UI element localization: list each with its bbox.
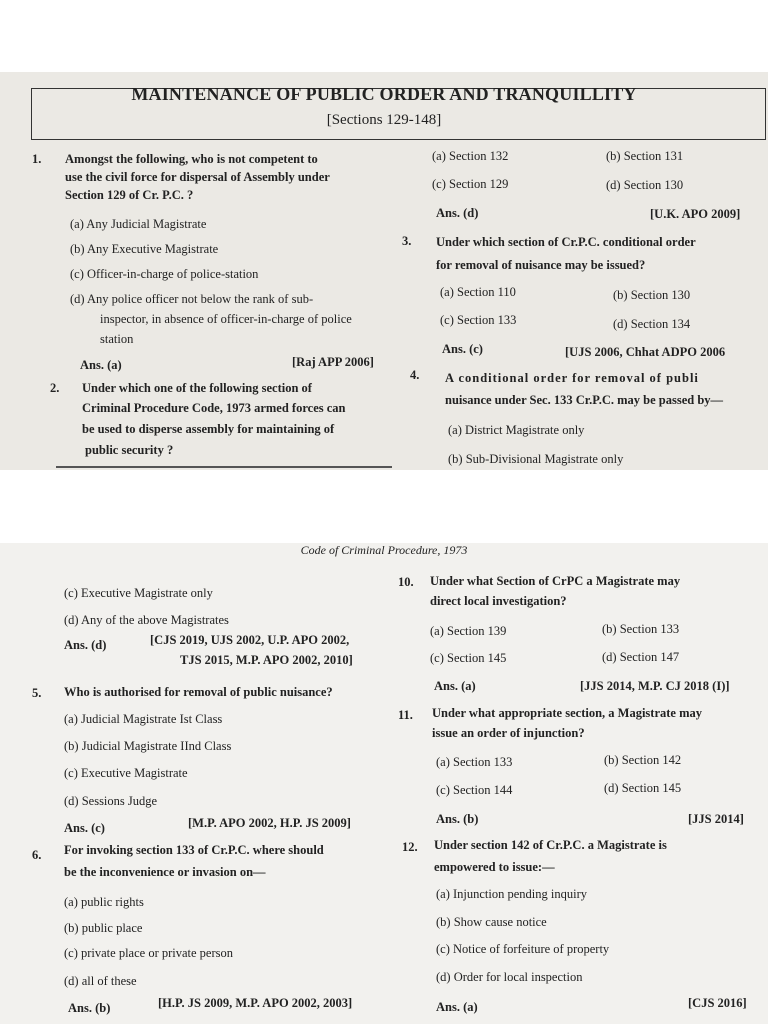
answer: Ans. (b) <box>68 1001 111 1015</box>
option-b: (b) Section 131 <box>606 149 684 163</box>
option-b: (b) Show cause notice <box>436 915 547 929</box>
option-d: (d) Section 145 <box>604 781 682 795</box>
question-number: 11. <box>398 708 413 722</box>
option-a: (a) Section 132 <box>432 149 509 163</box>
answer-source: [UJS 2006, Chhat ADPO 2006 <box>565 345 726 359</box>
answer-source: [H.P. JS 2009, M.P. APO 2002, 2003] <box>158 996 353 1010</box>
answer-source: [JJS 2014] <box>688 812 744 826</box>
question-text: Amongst the following, who is not competent to <box>65 152 318 166</box>
option-d: (d) Section 134 <box>613 317 691 331</box>
question-text: use the civil force for dispersal of Assembly under <box>65 170 330 184</box>
option-b: (b) Section 133 <box>602 622 680 636</box>
answer-source: [CJS 2019, UJS 2002, U.P. APO 2002, <box>150 633 350 647</box>
answer-source: [JJS 2014, M.P. CJ 2018 (I)] <box>580 679 730 693</box>
answer: Ans. (d) <box>436 206 479 220</box>
option-a: (a) Judicial Magistrate Ist Class <box>64 712 223 726</box>
option-c: (c) Notice of forfeiture of property <box>436 942 610 956</box>
option-d: inspector, in absence of officer-in-charge of police <box>100 312 352 326</box>
question-number: 6. <box>32 848 42 862</box>
question-text: Section 129 of Cr. P.C. ? <box>65 188 194 202</box>
chapter-title: MAINTENANCE OF PUBLIC ORDER AND TRANQUILLITY <box>131 84 637 104</box>
question-text: Criminal Procedure Code, 1973 armed forces can <box>82 401 346 415</box>
answer-source: TJS 2015, M.P. APO 2002, 2010] <box>180 653 353 667</box>
option-d: (d) Any of the above Magistrates <box>64 613 229 627</box>
option-c: (c) Executive Magistrate <box>64 766 188 780</box>
question-text: Under which section of Cr.P.C. conditional order <box>436 235 696 249</box>
option-b: (b) Section 142 <box>604 753 682 767</box>
answer: Ans. (a) <box>436 1000 478 1014</box>
option-b: (b) Any Executive Magistrate <box>70 242 219 256</box>
question-text: Who is authorised for removal of public nuisance? <box>64 685 333 699</box>
option-a: (a) Any Judicial Magistrate <box>70 217 207 231</box>
question-text: for removal of nuisance may be issued? <box>436 258 646 272</box>
question-number: 12. <box>402 840 418 854</box>
question-number: 3. <box>402 234 412 248</box>
option-c: (c) Officer-in-charge of police-station <box>70 267 259 281</box>
answer: Ans. (a) <box>434 679 476 693</box>
option-a: (a) Section 133 <box>436 755 513 769</box>
option-b: (b) Judicial Magistrate IInd Class <box>64 739 232 753</box>
answer: Ans. (a) <box>80 358 122 372</box>
option-a: (a) public rights <box>64 895 144 909</box>
answer: Ans. (b) <box>436 812 479 826</box>
option-c: (c) Section 144 <box>436 783 513 797</box>
option-d: (d) Section 130 <box>606 178 684 192</box>
option-b: (b) Section 130 <box>613 288 691 302</box>
question-text: Under section 142 of Cr.P.C. a Magistrate is <box>434 838 667 852</box>
option-c: (c) Executive Magistrate only <box>64 586 213 600</box>
answer-source: [M.P. APO 2002, H.P. JS 2009] <box>188 816 351 830</box>
question-number: 5. <box>32 686 42 700</box>
option-c: (c) Section 145 <box>430 651 507 665</box>
option-a: (a) Section 139 <box>430 624 507 638</box>
option-a: (a) Section 110 <box>440 285 516 299</box>
option-b: (b) Sub-Divisional Magistrate only <box>448 452 624 466</box>
running-head: Code of Criminal Procedure, 1973 <box>300 543 468 557</box>
question-number: 4. <box>410 368 420 382</box>
column-rule <box>56 466 392 468</box>
option-a: (a) District Magistrate only <box>448 423 585 437</box>
question-text: Under what appropriate section, a Magistrate may <box>432 706 702 720</box>
option-b: (b) public place <box>64 921 143 935</box>
question-text: Under what Section of CrPC a Magistrate may <box>430 574 681 588</box>
question-text: Under which one of the following section of <box>82 381 312 395</box>
question-text: empowered to issue:— <box>434 860 555 874</box>
question-number: 2. <box>50 381 60 395</box>
answer-source: [CJS 2016] <box>688 996 747 1010</box>
answer: Ans. (c) <box>442 342 483 356</box>
option-a: (a) Injunction pending inquiry <box>436 887 588 901</box>
question-number: 10. <box>398 575 414 589</box>
answer-source: [U.K. APO 2009] <box>650 207 741 221</box>
option-c: (c) private place or private person <box>64 946 234 960</box>
option-c: (c) Section 129 <box>432 177 509 191</box>
question-number: 1. <box>32 152 42 166</box>
question-text: nuisance under Sec. 133 Cr.P.C. may be passed by— <box>445 393 724 407</box>
chapter-sections: [Sections 129-148] <box>326 112 442 128</box>
option-d: (d) Section 147 <box>602 650 680 664</box>
question-text: A conditional order for removal of publi <box>445 371 699 385</box>
question-text: For invoking section 133 of Cr.P.C. where should <box>64 843 324 857</box>
question-text: issue an order of injunction? <box>432 726 585 740</box>
option-d: station <box>100 332 134 346</box>
question-text: be the inconvenience or invasion on— <box>64 865 266 879</box>
option-d: (d) Any police officer not below the rank of sub- <box>70 292 314 306</box>
question-text: be used to disperse assembly for maintaining of <box>82 422 335 436</box>
answer: Ans. (c) <box>64 821 105 835</box>
question-text: direct local investigation? <box>430 594 567 608</box>
answer: Ans. (d) <box>64 638 107 652</box>
option-d: (d) Order for local inspection <box>436 970 583 984</box>
question-text: public security ? <box>85 443 174 457</box>
answer-source: [Raj APP 2006] <box>292 355 374 369</box>
option-c: (c) Section 133 <box>440 313 517 327</box>
option-d: (d) Sessions Judge <box>64 794 158 808</box>
option-d: (d) all of these <box>64 974 137 988</box>
